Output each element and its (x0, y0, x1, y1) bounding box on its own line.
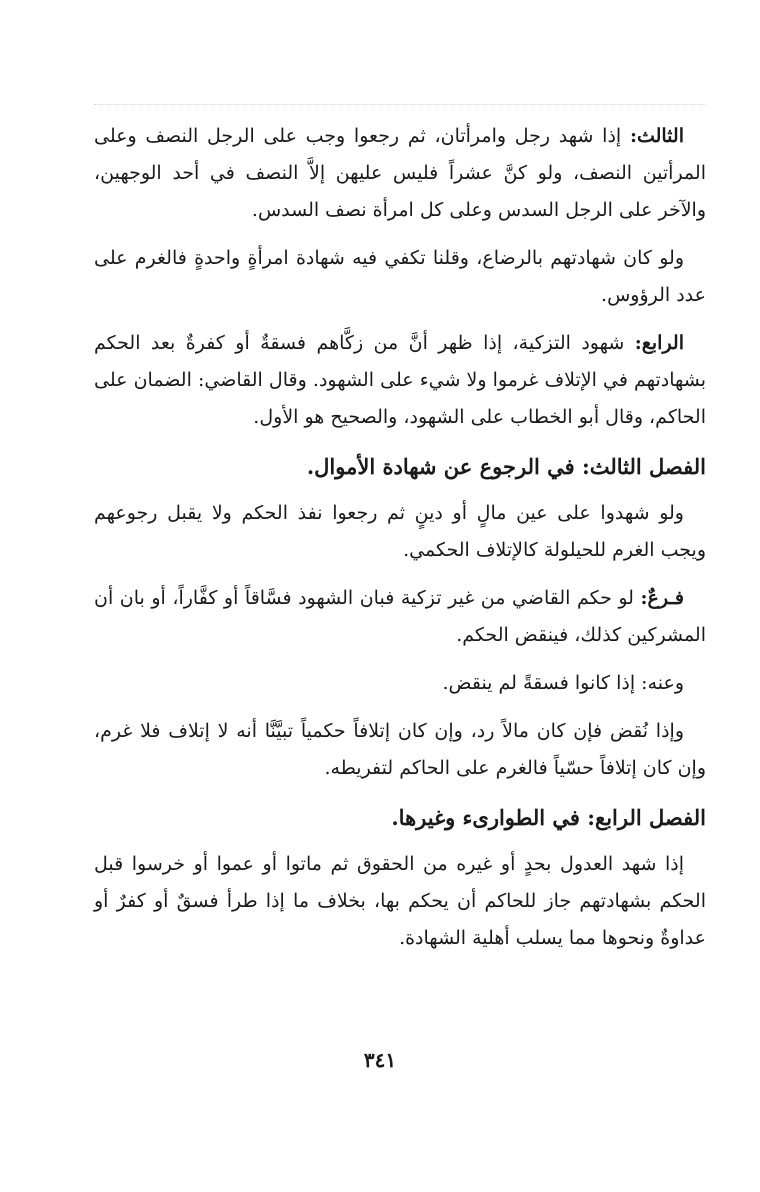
section-four-heading: الفصل الرابع: في الطوارىء وغيرها. (391, 805, 706, 830)
paragraph-from-him-text: وعنه: إذا كانوا فسقةً لم ينقض. (442, 672, 684, 694)
paragraph-contingencies (94, 846, 706, 957)
paragraph-branch-lead: فـرعٌ: (640, 587, 684, 609)
paragraph-breastfeeding-text: ولو كان شهادتهم بالرضاع، وقلنا تكفي فيه شهادة امرأةٍ واحدةٍ فالغرم على عدد الرؤوس. (94, 247, 706, 306)
paragraph-fourth (94, 325, 706, 436)
paragraph-third (94, 118, 706, 229)
top-scan-edge (94, 104, 706, 105)
paragraph-branch-text: لو حكم القاضي من غير تزكية فبان الشهود فسَّاقاً أو كفَّاراً، أو بان أن المشركين كذلك، فينقض الحكم. (94, 587, 706, 646)
paragraph-fourth-lead: الرابع: (634, 332, 684, 354)
page-number: ٣٤١ (363, 1048, 397, 1072)
paragraph-if-annulled-text: وإذا نُقض فإن كان مالاً رد، وإن كان إتلافاً حكمياً تبيَّنَّا أنه لا إتلاف فلا غرم، وإن كان إتلافاً حسّياً فالغرم على الحاكم لتفريطه. (94, 720, 706, 779)
paragraph-if-annulled (94, 713, 706, 787)
paragraph-breastfeeding (94, 240, 706, 314)
paragraph-wealth-text: ولو شهدوا على عين مالٍ أو دينٍ ثم رجعوا نفذ الحكم ولا يقبل رجوعهم ويجب الغرم للحيلولة كالإتلاف الحكمي. (94, 502, 706, 561)
paragraph-from-him (94, 665, 706, 702)
paragraph-contingencies-text: إذا شهد العدول بحدٍ أو غيره من الحقوق ثم ماتوا أو عموا أو خرسوا قبل الحكم بشهادتهم جاز للحاكم أن يحكم بها، بخلاف ما إذا طرأ فسقٌ أو كفرٌ أو عداوةٌ ونحوها مما يسلب أهلية الشهادة. (94, 853, 706, 949)
paragraph-wealth (94, 495, 706, 569)
paragraph-third-lead: الثالث: (629, 125, 684, 147)
section-three-heading: الفصل الثالث: في الرجوع عن شهادة الأموال. (306, 454, 706, 479)
paragraph-fourth-text: شهود التزكية، إذا ظهر أنَّ من زكَّاهم فسقةٌ أو كفرةٌ بعد الحكم بشهادتهم في الإتلاف غرموا ولا شيء على الشهود. وقال القاضي: الضمان على الحاكم، وقال أبو الخطاب على الشهود، والصحيح هو الأول. (94, 332, 706, 428)
paragraph-branch (94, 580, 706, 654)
paragraph-third-text: إذا شهد رجل وامرأتان، ثم رجعوا وجب على الرجل النصف وعلى المرأتين النصف، ولو كنَّ عشراً فليس عليهن إلاَّ النصف في أحد الوجهين، والآخر على الرجل السدس وعلى كل امرأة نصف السدس. (94, 125, 706, 221)
page-body (94, 118, 706, 968)
